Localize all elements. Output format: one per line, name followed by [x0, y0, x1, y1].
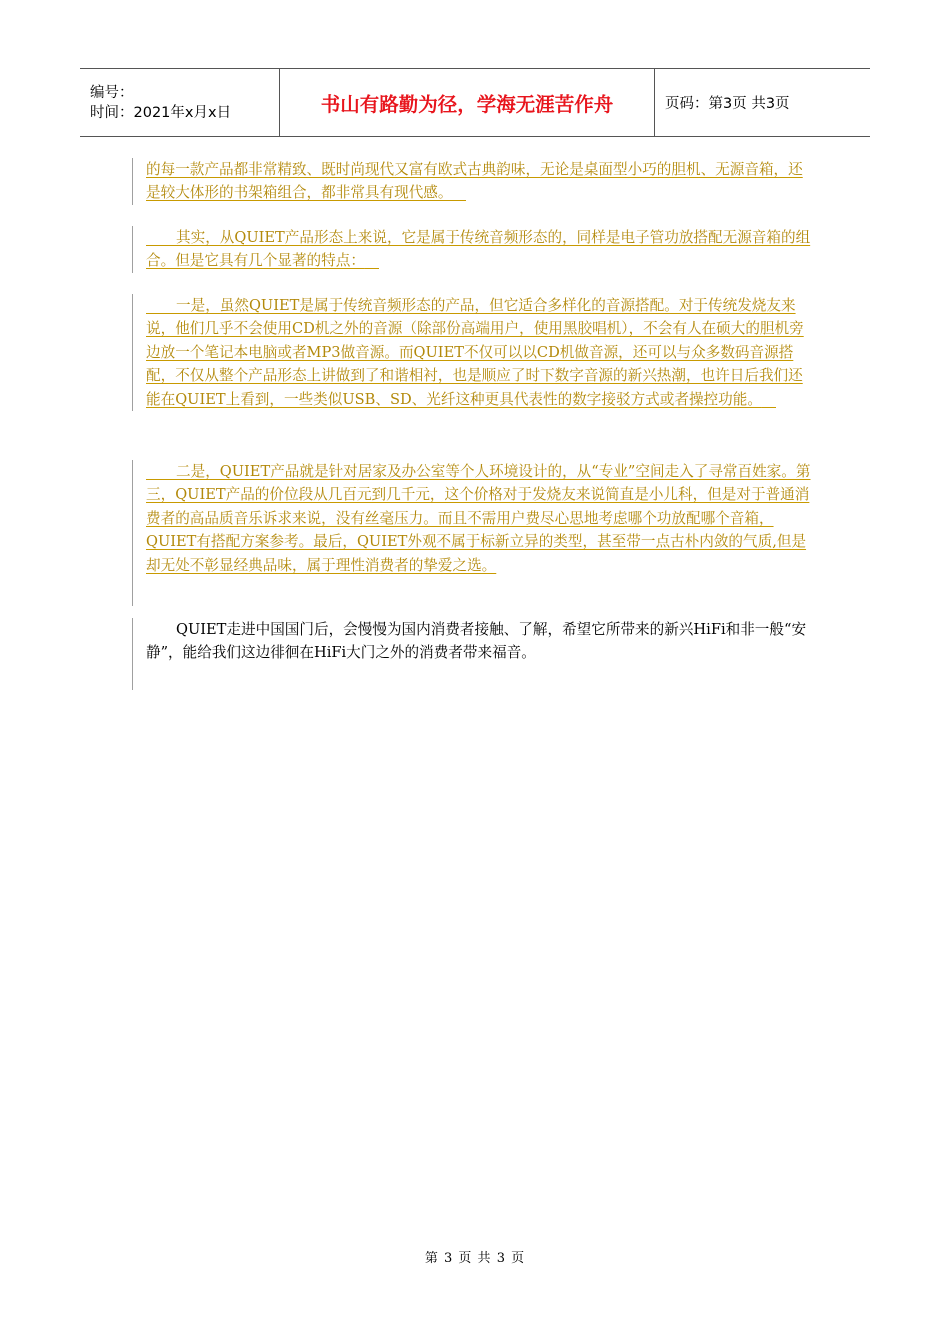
paragraph-1-text: 的每一款产品都非常精致、既时尚现代又富有欧式古典韵味，无论是桌面型小巧的胆机、无源音箱，还是较大体形的书架箱组合，都非常具有现代感。: [146, 161, 803, 202]
document-header: [80, 68, 870, 137]
paragraph-3: [132, 294, 812, 411]
date-label: 时间：2021年x月x日: [90, 104, 232, 121]
paragraph-1: [132, 158, 812, 205]
paragraph-3-text: 一是，虽然QUIET是属于传统音频形态的产品，但它适合多样化的音源搭配。对于传统发烧友来说，他们几乎不会使用CD机之外的音源（除部份高端用户，使用黑胶唱机），不会有人在硕大的胆机旁边放一个笔记本电脑或者MP3做音源。而QUIET不仅可以以CD机做音源，还可以与众多数码音源搭配，不仅从整个产品形态上讲做到了和谐相衬，也是顺应了时下数字音源的新兴热潮，也许日后我们还能在QUIET上看到，一些类似USB、SD、光纤这种更具代表性的数字接驳方式或者操控功能。: [146, 297, 804, 408]
paragraph-2: [132, 226, 812, 273]
paragraph-5: [132, 618, 812, 690]
paragraph-4: [132, 460, 812, 606]
header-page-cell: [655, 69, 870, 136]
page-footer: 第 3 页 共 3 页: [424, 1251, 526, 1266]
header-motto-cell: [280, 69, 655, 136]
paragraph-2-text: 其实，从QUIET产品形态上来说，它是属于传统音频形态的，同样是电子管功放搭配无源音箱的组合。但是它具有几个显著的特点：: [146, 229, 811, 270]
number-label: 编号：: [90, 84, 134, 101]
header-meta: [80, 69, 280, 136]
header-page-label: 页码：第3页 共3页: [665, 96, 790, 112]
paragraph-5-text: QUIET走进中国国门后，会慢慢为国内消费者接触、了解，希望它所带来的新兴HiFi和非一般“安静”，能给我们这边徘徊在HiFi大门之外的消费者带来福音。: [146, 621, 807, 662]
header-motto: 书山有路勤为径，学海无涯苦作舟: [320, 92, 614, 116]
paragraph-4-text: 二是，QUIET产品就是针对居家及办公室等个人环境设计的，从“专业”空间走入了寻常百姓家。第三，QUIET产品的价位段从几百元到几千元，这个价格对于发烧友来说简直是小儿科，但是对于普通消费者的高品质音乐诉求来说，没有丝毫压力。而且不需用户费尽心思地考虑哪个功放配哪个音箱，QUIET有搭配方案参考。最后，QUIET外观不属于标新立异的类型，甚至带一点古朴内敛的气质,但是却无处不彰显经典品味，属于理性消费者的挚爱之选。: [146, 463, 811, 574]
